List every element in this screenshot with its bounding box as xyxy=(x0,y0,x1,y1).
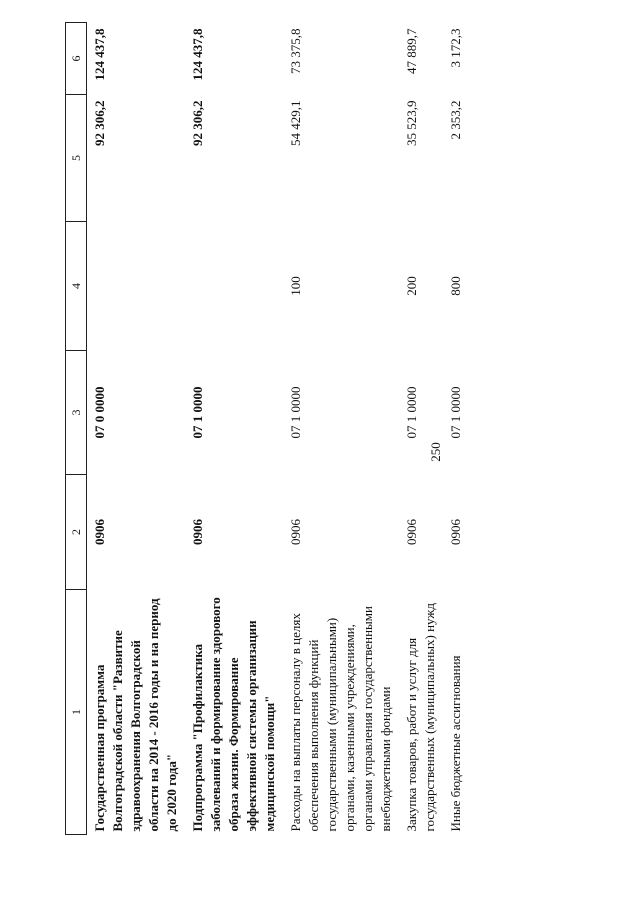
row-value-5: 2 353,2 xyxy=(448,100,463,140)
row-value-5: 35 523,9 xyxy=(404,100,419,146)
row-value-5: 54 429,1 xyxy=(288,100,303,146)
row-value-6: 3 172,3 xyxy=(448,28,463,68)
row-value-6: 124 437,8 xyxy=(190,28,205,81)
row-value-5: 92 306,2 xyxy=(92,100,107,146)
row-type: 800 xyxy=(448,276,463,296)
table-row xyxy=(443,23,469,835)
budget-table xyxy=(65,22,469,835)
table-row xyxy=(283,23,399,835)
row-type xyxy=(87,222,186,351)
header-col-5: 5 xyxy=(66,95,87,222)
row-target: 07 1 0000 xyxy=(288,386,303,439)
row-value-5: 92 306,2 xyxy=(190,100,205,146)
row-code: 0906 xyxy=(288,519,303,545)
rotated-budget-table xyxy=(65,28,630,835)
table-row xyxy=(185,23,283,835)
row-code: 0906 xyxy=(404,519,419,545)
row-name: Расходы на выплаты персоналу в целях обеспечения выполнения функций государственными (муниципальными) органами, казенными учреждениями, органами управления государственными внебюджетными фондами xyxy=(288,606,393,832)
header-col-3: 3 xyxy=(66,351,87,475)
row-code: 0906 xyxy=(190,519,205,545)
header-row xyxy=(66,23,87,835)
row-value-6: 73 375,8 xyxy=(288,28,303,74)
header-col-6: 6 xyxy=(66,23,87,95)
row-value-6: 47 889,7 xyxy=(404,28,419,74)
row-target: 07 0 0000 xyxy=(92,386,107,439)
row-value-6: 124 437,8 xyxy=(92,28,107,81)
table-row xyxy=(87,23,186,835)
row-type: 100 xyxy=(288,276,303,296)
row-target: 07 1 0000 xyxy=(404,386,419,439)
page-number: 250 xyxy=(428,442,443,462)
row-type xyxy=(185,222,283,351)
row-name: Закупка товаров, работ и услуг для государственных (муниципальных) нужд xyxy=(404,603,437,832)
row-type: 200 xyxy=(404,276,419,296)
row-code: 0906 xyxy=(448,519,463,545)
row-target: 07 1 0000 xyxy=(190,386,205,439)
row-name: Подпрограмма "Профилактика заболеваний и формирование здорового образа жизни. Формирование эффективной системы организации медицинской помощи" xyxy=(190,597,277,832)
row-name: Государственная программа Волгоградской области "Развитие здравоохранения Волгоградской области на 2014 - 2016 годы и на период до 2020 года" xyxy=(92,598,179,832)
row-target: 07 1 0000 xyxy=(448,386,463,439)
row-name: Иные бюджетные ассигнования xyxy=(448,655,463,832)
table-row xyxy=(399,23,443,835)
header-col-2: 2 xyxy=(66,475,87,590)
header-col-1: 1 xyxy=(66,590,87,835)
row-code: 0906 xyxy=(92,519,107,545)
header-col-4: 4 xyxy=(66,222,87,351)
